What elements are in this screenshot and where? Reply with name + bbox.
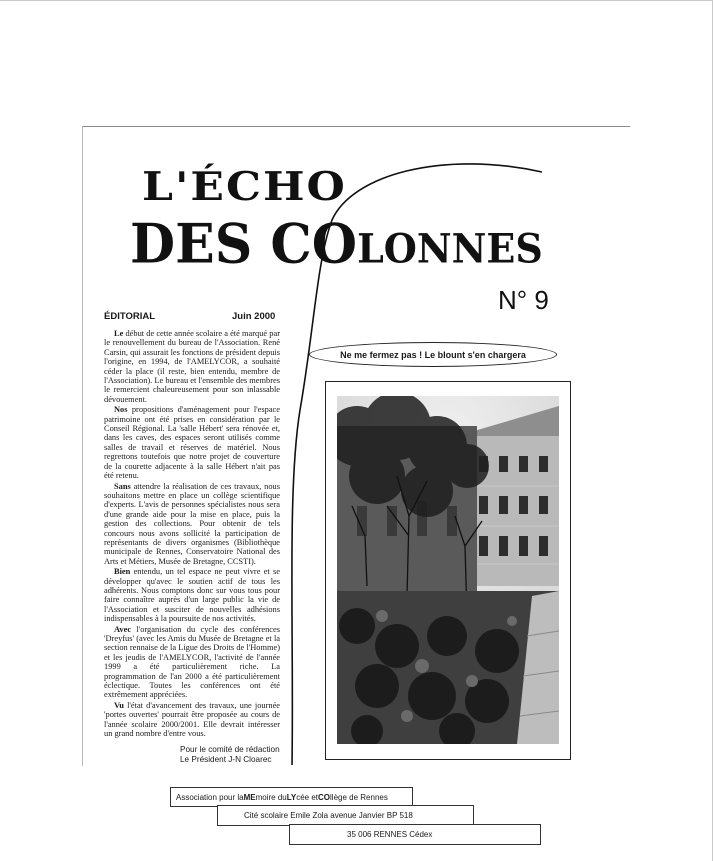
- address-line-1: Association pour la ME moire du LY cée et CO llège de Rennes: [170, 787, 413, 807]
- editorial-label: ÉDITORIAL: [104, 311, 156, 322]
- page-top-rule: [82, 126, 630, 127]
- editorial-paragraph: Bien entendu, un tel espace ne peut vivre et se développer qu'avec le soutien actif de tous les adhérents. Nous comptons donc sur vous tous pour faire connaître auprès d'un large public la vie de l'Association et susciter de nouvelles adhésions indispensables à la poursuite de nos activités.: [104, 567, 280, 624]
- signature-line-2: Le Président J-N Cloarec: [180, 754, 272, 764]
- masthead-title-line2-big: DES CO: [130, 212, 358, 277]
- signature-line-1: Pour le comité de rédaction: [180, 745, 280, 754]
- editorial-date: Juin 2000: [232, 311, 276, 322]
- editorial-paragraph: Le début de cette année scolaire a été marqué par le renouvellement du bureau de l'Association. René Carsin, qui assurait les fonctions de président depuis l'origine, en 1994, de l'AMELYCOR, a souhaité céder la place (il reste, bien entendu, membre de l'Association). Le bureau et l'ensemble des membres le remercient chaleureusement pour son inlassable dévouement.: [104, 329, 280, 404]
- masthead: [82, 150, 552, 280]
- editorial-signature: [180, 745, 290, 764]
- editorial-paragraph: Nos propositions d'aménagement pour l'espace patrimoine ont été prises en considération par le Conseil Régional. La 'salle Hébert' sera rénovée et, dans les caves, des espaces seront utilisés comme salles de travail et réserves de matériel. Nous regrettons toutefois que notre projet de couverture de la courette adjacente à la salle Hébert n'ait pas été retenu.: [104, 405, 280, 481]
- scan-top-edge: [0, 0, 713, 1]
- address-line-3: 35 006 RENNES Cédex: [289, 824, 541, 845]
- issue-number: N° 9: [498, 285, 549, 315]
- editorial-text: [104, 329, 280, 739]
- editorial-paragraph: Avec l'organisation du cycle des conférences 'Dreyfus' (avec les Amis du Musée de Bretagne et la section rennaise de la Ligue des Droits de l'Homme) et les jeudis de l'AMELYCOR, l'activité de l'année 1999 a été particulièrement riche. La programmation de l'an 2000 a été particulièrement éclectique. Toutes les conférences ont été extrêmement appréciées.: [104, 624, 280, 700]
- masthead-title-line1: L'ÉCHO: [142, 164, 347, 210]
- slogan-oval: Ne me fermez pas ! Le blount s'en chargera: [309, 342, 557, 367]
- masthead-title-line2-small: LONNES: [357, 224, 543, 272]
- address-line-2: Cité scolaire Emile Zola avenue Janvier BP 518: [217, 805, 474, 826]
- editorial-paragraph: Vu l'état d'avancement des travaux, une journée 'portes ouvertes' pourrait être proposée au cours de l'année scolaire 2000/2001. Elle devrait intéresser un grand nombre d'entre vous.: [104, 700, 280, 739]
- photo-frame: [325, 381, 571, 760]
- editorial-paragraph: Sans attendre la réalisation de ces travaux, nous souhaitons mettre en place un collège scientifique d'experts. L'avis de personnes spécialistes nous sera d'une grande aide pour la mise en place, puis la gestion des collections. Pour obtenir de tels concours nous avons sollicité la participation de représentants de divers organismes (Bibliothèque municipale de Rennes, Conservatoire National des Arts et Métiers, Musée de Bretagne, CCSTI).: [104, 481, 280, 566]
- courtyard-photo: [337, 396, 559, 744]
